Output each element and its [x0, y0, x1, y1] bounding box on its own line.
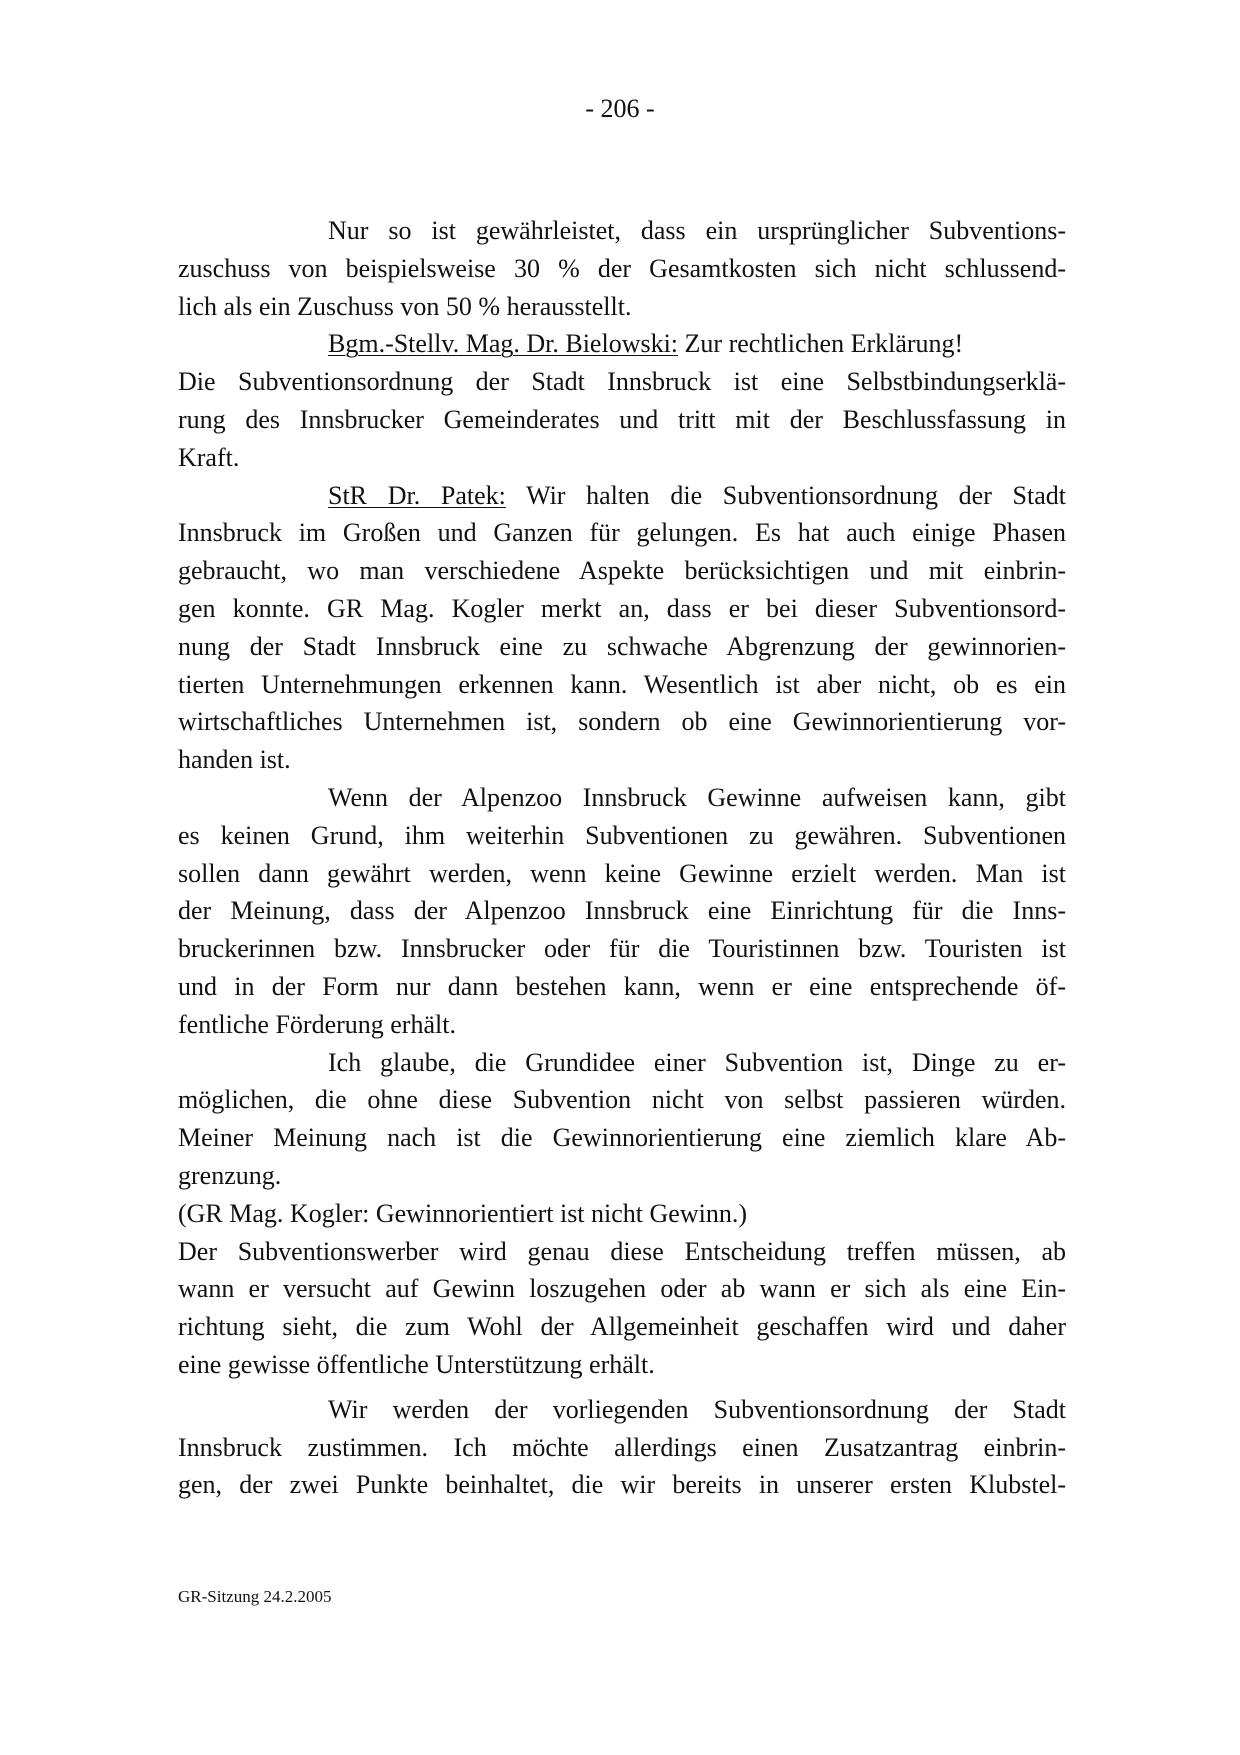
text-line: bruckerinnen bzw. Innsbrucker oder für die Touristinnen bzw. Touristen ist	[178, 934, 1066, 964]
text-line: Nur so ist gewährleistet, dass ein ursprünglicher Subventions-	[328, 216, 1066, 245]
text-line: fentliche Förderung erhält.	[178, 1009, 456, 1039]
text-line: Wenn der Alpenzoo Innsbruck Gewinne aufweisen kann, gibt	[328, 782, 1066, 812]
text-line: der Meinung, dass der Alpenzoo Innsbruck eine Einrichtung für die Inns-	[178, 896, 1066, 926]
text-line: gebraucht, wo man verschiedene Aspekte berücksichtigen und mit einbrin-	[178, 556, 1066, 586]
text-line: und in der Form nur dann bestehen kann, wenn er eine entsprechende öf-	[178, 971, 1066, 1001]
text-line: es keinen Grund, ihm weiterhin Subventionen zu gewähren. Subventionen	[178, 820, 1066, 850]
text-line: Innsbruck im Großen und Ganzen für gelungen. Es hat auch einige Phasen	[178, 518, 1066, 548]
text-line: grenzung.	[178, 1160, 282, 1190]
text-line: wirtschaftliches Unternehmen ist, sondern ob eine Gewinnorientierung vor-	[178, 707, 1066, 737]
text-line: möglichen, die ohne diese Subvention nicht von selbst passieren würden.	[178, 1085, 1066, 1115]
text-line: sollen dann gewährt werden, wenn keine Gewinne erzielt werden. Man ist	[178, 858, 1066, 888]
text-line: Meiner Meinung nach ist die Gewinnorientierung eine ziemlich klare Ab-	[178, 1123, 1066, 1153]
text-line: Der Subventionswerber wird genau diese Entscheidung treffen müssen, ab	[178, 1236, 1066, 1266]
text-line: zuschuss von beispielsweise 30 % der Gesamtkosten sich nicht schlussend-	[178, 253, 1066, 283]
speaker-text: Wir halten die Subventionsordnung der Stadt	[505, 480, 1067, 510]
speaker-name: Bgm.-Stellv. Mag. Dr. Bielowski:	[328, 329, 679, 359]
text-line: Wir werden der vorliegenden Subventionsordnung der Stadt	[328, 1394, 1066, 1424]
page-footer: GR-Sitzung 24.2.2005	[178, 1587, 332, 1606]
text-line: eine gewisse öffentliche Unterstützung erhält.	[178, 1349, 655, 1379]
text-line: rung des Innsbrucker Gemeinderates und tritt mit der Beschlussfassung in	[178, 404, 1066, 434]
text-line: tierten Unternehmungen erkennen kann. Wesentlich ist aber nicht, ob es ein	[178, 669, 1066, 699]
text-line: richtung sieht, die zum Wohl der Allgemeinheit geschaffen wird und daher	[178, 1312, 1066, 1342]
speaker-name: StR Dr. Patek:	[328, 480, 506, 510]
text-line: lich als ein Zuschuss von 50 % herausstellt.	[178, 291, 632, 321]
speaker-line	[178, 477, 1066, 515]
interjection-line: (GR Mag. Kogler: Gewinnorientiert ist nicht Gewinn.)	[178, 1198, 747, 1228]
speaker-line	[178, 325, 1066, 363]
document-body	[178, 212, 1066, 1504]
text-line: gen, der zwei Punkte beinhaltet, die wir bereits in unserer ersten Klubstel-	[178, 1470, 1066, 1500]
speaker-text: Zur rechtlichen Erklärung!	[678, 329, 964, 359]
speaker-block	[328, 481, 1066, 510]
text-line: Die Subventionsordnung der Stadt Innsbruck ist eine Selbstbindungserklä-	[178, 367, 1066, 397]
page-number: - 206 -	[585, 94, 655, 123]
text-line: wann er versucht auf Gewinn loszugehen oder ab wann er sich als eine Ein-	[178, 1274, 1066, 1304]
text-line: Ich glaube, die Grundidee einer Subvention ist, Dinge zu er-	[328, 1047, 1066, 1077]
text-line: handen ist.	[178, 745, 291, 775]
text-line: nung der Stadt Innsbruck eine zu schwache Abgrenzung der gewinnorien-	[178, 631, 1066, 661]
text-line: Kraft.	[178, 442, 240, 472]
text-line: Innsbruck zustimmen. Ich möchte allerdings einen Zusatzantrag einbrin-	[178, 1432, 1066, 1462]
text-line: gen konnte. GR Mag. Kogler merkt an, dass er bei dieser Subventionsord-	[178, 593, 1066, 623]
